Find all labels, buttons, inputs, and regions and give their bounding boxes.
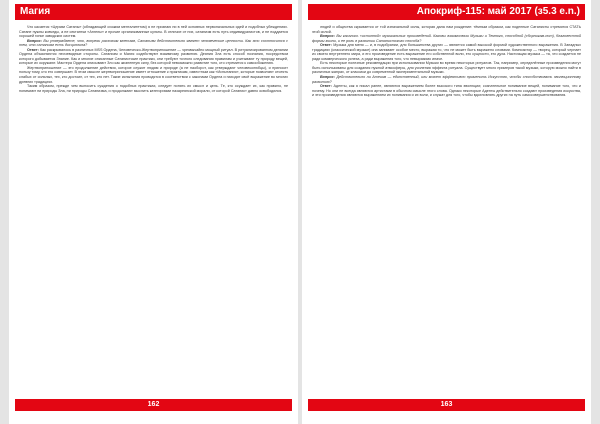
paragraph [312,84,581,98]
paragraph-lead: Ответ: [27,47,39,52]
paragraph [19,25,288,39]
paragraph-text: Как раскрывалось в различных MSS Ордена, Человеческо-Жертвоприношение — чрезвычайно мощный ритуал. В ритуализированном делании Ордена объясняются неочевидные стороны. Сатанизм и Магия содействуют взаимному развитию. Деяния Зла есть способ познания, посредством которого добывается Знание. Как и многие описанные Сатанистские практики, они требуют точного следования правилам и учитывают ту природу вещей, которые их окружают. Мастера Ордена описывают Зло как жизненную силу, без которой невозможно развитие того, кто стремится к самообожению. [19,47,288,66]
left-page-body [19,25,288,390]
paragraph-text: Музыка для меня — и, в подобрании, для большинства других — является самой высокой формой художественного выражения. В Западных традициях (классической музыке) она занимает особое место, выражая то, что не может быть выражено словами. Композитор — творец, который черпает из своего внутреннего мира, и его произведение есть выражение его собственной воли, его сущности, его духа. Настоящая музыка — та, что создается не ради коммерческого успеха, а ради выражения того, что невыразимо иначе. [312,43,581,61]
paragraph [312,43,581,61]
paragraph-text: Есть некоторые полезные рекомендации при использовании Музыки во время некоторых ритуалов. Так, например, определённые произведения могут быть использованы для создания нужной атмосферы, для усиления эффекта ритуала. Существует много примеров такой музыки, которую можно найти в различных жанрах, от классики до современной экспериментальной музыки. [312,61,581,75]
paragraph [19,48,288,66]
paragraph-lead: Ответ: [320,43,332,48]
paragraph-lead: Вопрос: [320,75,335,80]
paragraph [19,39,288,48]
left-page-footer [15,399,292,411]
paragraph-lead: Вопрос: [320,34,335,39]
paragraph [19,66,288,84]
paragraph [19,84,288,93]
paragraph-text: людей и общества скрывается от той изначальной силы, которая дала нам рождение: тёмным образом, как поденные Сатанисты стремятся СТАТЬ этой силой. [312,25,581,34]
paragraph-lead: Вопрос: [27,38,42,43]
paragraph-text: Действительно ли Атеизм — единственный, или может эффективно применить Искусство, чтобы способствовать эволюционному развитию? [312,75,581,84]
paragraph [312,25,581,34]
right-page-body [312,25,581,390]
paragraph-text: Адепты, как я писал ранее, являются выражением более высокого типа эволюции; сознательное понимание вещей, понимание того, что и почему. Но они не всегда являются артистами в обычном смысле этого слова. Однако некоторые Адепты действительно создают произведения искусства, и эти произведения являются выражением их понимания и их воли, и служат для того, чтобы вдохновлять других на путь самосовершенствования. [312,84,581,98]
paragraph-text: Вы утверждаете, что, вопреки расхожим мнениям, Сатанизм действительно являет человеческие ценности. Как это соотносится с тем, что сатанизм есть дисциплина? [19,38,288,48]
section-title: Магия [20,6,51,17]
paragraph-lead: Ответ: [320,84,332,89]
issue-title: Апокриф-115: май 2017 (з5.3 e.n.) [416,6,580,17]
left-page [9,0,298,424]
paragraph [312,61,581,75]
right-page [302,0,591,424]
page-number: 162 [147,401,160,408]
right-page-footer [308,399,585,411]
paragraph-text: Таким образом, прежде чем выносить суждения о подобных практиках, следует понять их смысл и цель. Те, кто осуждает их, как правило, не понимают ни природы Зла, ни природы Сатанизма, и продолжают мыслить категориями назареянской морали, от которой Сатанист давно освободился. [19,84,288,93]
right-page-header [308,4,585,20]
paragraph-text: Что касается «Церкви Сатаны» (обладающей схожим менталитетом) я не признаю ни в ней основных первоначальных идей и подобных убеждениях. Сатане нужны ковчеды, а не сектантки «Ангелы» и прочие организованные культы. В отличие от них, сатанизм есть путь индивидуалистов, и не поддается хорошей гонке заводских систем. [19,25,288,39]
paragraph [312,75,581,84]
left-page-header [15,4,292,20]
paragraph-text: Вы касались «истинной» музыкальных произведений. Каковы взаимосвязи Музыки и Темного, способной (сборникам-нот), благовестной формы жизни, и ее роль в развитии Сатанистского способа? [312,34,581,43]
page-number: 163 [440,401,453,408]
paragraph [312,34,581,43]
paragraph-text: Жертвоприношение — это продолжение действия, которое служит людям и природе (а не наоборот, как утверждают человеколюбцы), и приносит пользу тому, кто его совершает. В этом смысле жертвоприношение имеет отношение к практикам, известным как «Испытания», которые позволяют отсеять слабых от сильных, тех, кто достоин, от тех, кто нет. Такие испытания проводятся в соответствии с законами Ордена и находят своё выражение во многих древних традициях. [19,65,288,84]
